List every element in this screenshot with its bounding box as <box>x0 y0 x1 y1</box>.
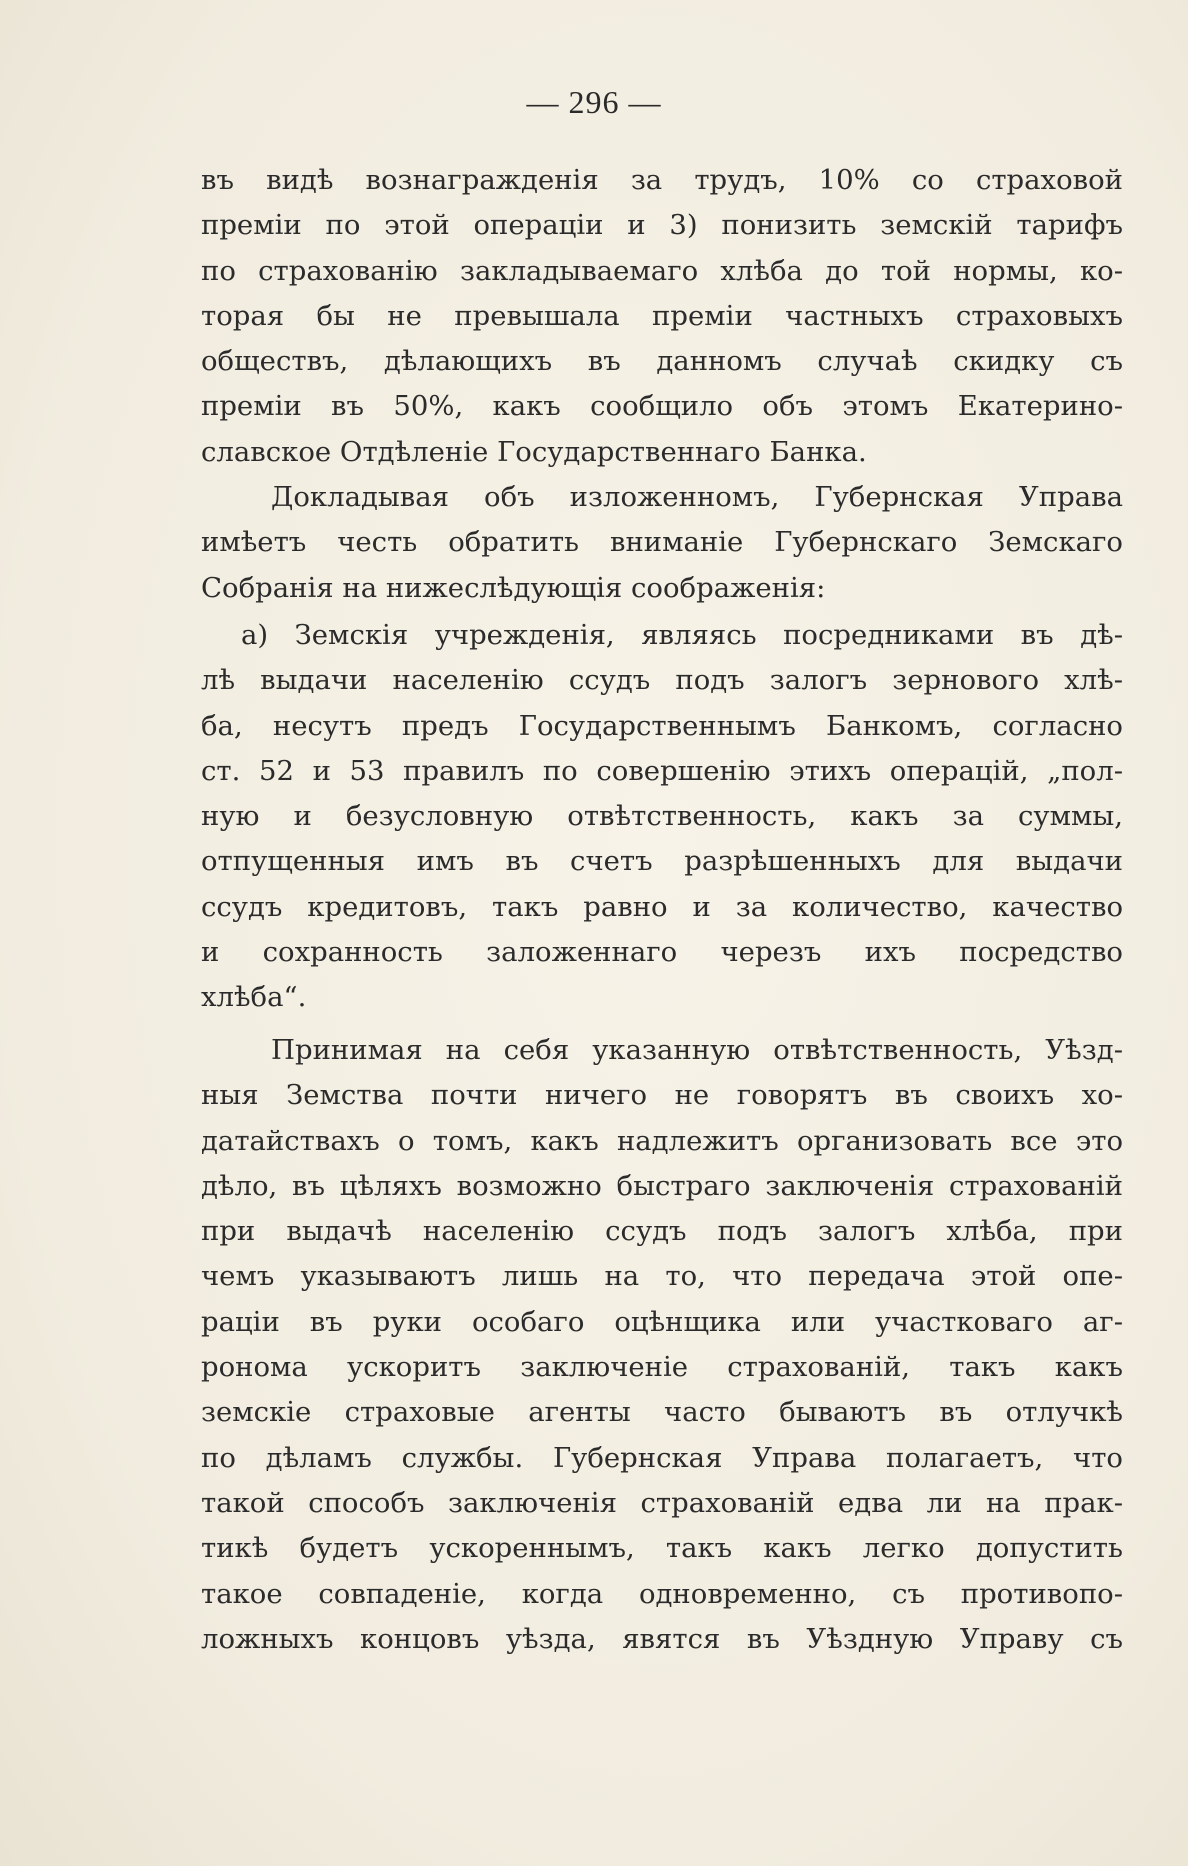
text-line: датайствахъ о томъ, какъ надлежитъ организовать все это <box>201 1124 1123 1157</box>
text-line: земскіе страховые агенты часто бываютъ въ отлучкѣ <box>201 1396 1123 1429</box>
paragraph-4 <box>201 1028 1123 1662</box>
text-line: ссудъ кредитовъ, такъ равно и за количество, качество <box>201 890 1123 923</box>
text-line: имѣетъ честь обратить вниманіе Губернскаго Земскаго <box>201 526 1123 559</box>
page-number: — 296 — <box>526 84 662 120</box>
text-line: по дѣламъ службы. Губернская Управа полагаетъ, что <box>201 1441 1123 1474</box>
text-line: торая бы не превышала преміи частныхъ страховыхъ <box>201 299 1123 332</box>
text-line: а) Земскія учрежденія, являясь посредниками въ дѣ- <box>241 619 1123 651</box>
text-line: хлѣба“. <box>201 981 307 1014</box>
text-line: чемъ указываютъ лишь на то, что передача этой опе- <box>201 1260 1123 1293</box>
text-line: въ видѣ вознагражденія за трудъ, 10% со страховой <box>201 164 1123 196</box>
text-line: Принимая на себя указанную отвѣтственность, Уѣзд- <box>271 1034 1123 1066</box>
text-line: ную и безусловную отвѣтственность, какъ за суммы, <box>201 800 1123 833</box>
text-line: обществъ, дѣлающихъ въ данномъ случаѣ скидку съ <box>201 345 1123 378</box>
text-line: ронома ускоритъ заключеніе страхованій, такъ какъ <box>201 1351 1123 1384</box>
text-line: лѣ выдачи населенію ссудъ подъ залогъ зернового хлѣ- <box>201 664 1123 697</box>
text-line: и сохранность заложеннаго черезъ ихъ посредство <box>201 936 1123 969</box>
text-line: раціи въ руки особаго оцѣнщика или участковаго аг- <box>201 1305 1123 1338</box>
text-line: тикѣ будетъ ускореннымъ, такъ какъ легко допустить <box>201 1532 1123 1565</box>
paragraph-2 <box>201 475 1123 611</box>
text-line: дѣло, въ цѣляхъ возможно быстраго заключенія страхованій <box>201 1169 1123 1202</box>
text-line: такое совпаденіе, когда одновременно, съ противопо- <box>201 1577 1123 1610</box>
text-line: славское Отдѣленіе Государственнаго Банка. <box>201 435 867 468</box>
text-line: ложныхъ концовъ уѣзда, явятся въ Уѣздную Управу съ <box>201 1622 1123 1655</box>
paragraph-3 <box>201 613 1123 1021</box>
text-line: преміи по этой операціи и 3) понизить земскій тарифъ <box>201 209 1123 242</box>
text-line: ныя Земства почти ничего не говорятъ въ своихъ хо- <box>201 1079 1123 1112</box>
text-line: преміи въ 50%, какъ сообщило объ этомъ Екатерино- <box>201 390 1123 423</box>
text-line: Собранія на нижеслѣдующія соображенія: <box>201 571 826 604</box>
text-line: по страхованію закладываемаго хлѣба до той нормы, ко- <box>201 254 1123 287</box>
text-line: ст. 52 и 53 правилъ по совершенію этихъ операцій, „пол- <box>201 754 1123 787</box>
text-line: ба, несутъ предъ Государственнымъ Банкомъ, согласно <box>201 709 1123 742</box>
paragraph-1 <box>201 158 1123 475</box>
text-line: Докладывая объ изложенномъ, Губернская Управа <box>271 481 1123 513</box>
text-line: такой способъ заключенія страхованій едва ли на прак- <box>201 1486 1123 1519</box>
text-line: при выдачѣ населенію ссудъ подъ залогъ хлѣба, при <box>201 1215 1123 1248</box>
text-line: отпущенныя имъ въ счетъ разрѣшенныхъ для выдачи <box>201 845 1123 878</box>
